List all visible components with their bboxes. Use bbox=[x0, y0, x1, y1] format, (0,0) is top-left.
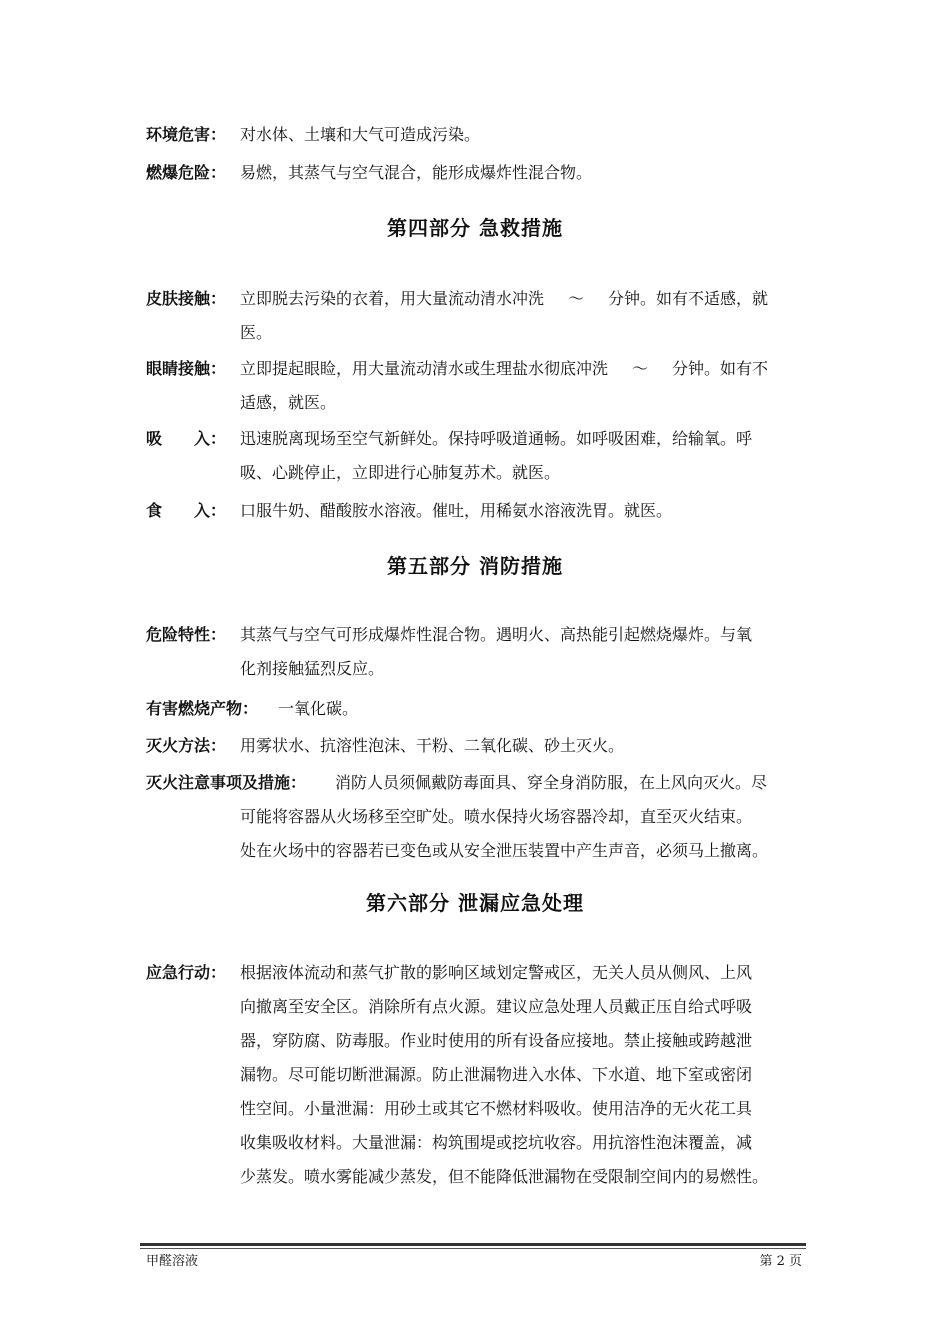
firefighting-notes-entry bbox=[146, 766, 812, 868]
footer-rule-thin bbox=[140, 1248, 806, 1249]
inhalation-line2: 吸、心跳停止，立即进行心肺复苏术。就医。 bbox=[240, 463, 561, 482]
emergency-action-line: 少蒸发。喷水雾能减少蒸发，但不能降低泄漏物在受限制空间内的易燃性。 bbox=[240, 1167, 769, 1186]
emergency-action-line: 器，穿防腐、防毒服。作业时使用的所有设备应接地。禁止接触或跨越泄 bbox=[240, 1031, 753, 1050]
footer-page-number: 第 2 页 bbox=[759, 1254, 802, 1269]
firefighting-notes-line3: 处在火场中的容器若已变色或从安全泄压装置中产生声音，必须马上撤离。 bbox=[240, 841, 769, 860]
emergency-action-line: 根据液体流动和蒸气扩散的影响区域划定警戒区，无关人员从侧风、上风 bbox=[240, 963, 753, 982]
emergency-action-entry bbox=[146, 956, 812, 1194]
part5-heading: 第五部分 消防措施 bbox=[387, 554, 563, 578]
firefighting-notes-line2: 可能将容器从火场移至空旷处。喷水保持火场容器冷却，直至灭火结束。 bbox=[240, 807, 753, 826]
eye-contact-after: 分钟。如有不 bbox=[672, 359, 769, 378]
extinguish-method-entry bbox=[146, 729, 812, 763]
fire-hazard-term: 燃爆危险： bbox=[146, 163, 227, 182]
fire-hazard-entry bbox=[146, 156, 812, 190]
extinguish-method-text: 用雾状水、抗溶性泡沫、干粉、二氧化碳、砂土灭火。 bbox=[240, 736, 625, 755]
part4-heading: 第四部分 急救措施 bbox=[387, 216, 563, 240]
skin-contact-text: 立即脱去污染的衣着，用大量流动清水冲洗 bbox=[240, 289, 545, 308]
ingestion-text: 口服牛奶、醋酸胺水溶液。催吐，用稀氨水溶液洗胃。就医。 bbox=[240, 501, 673, 520]
emergency-action-line: 漏物。尽可能切断泄漏源。防止泄漏物进入水体、下水道、地下室或密闭 bbox=[240, 1065, 753, 1084]
skin-contact-term: 皮肤接触： bbox=[146, 289, 227, 308]
inhalation-entry bbox=[146, 422, 812, 490]
combustion-products-text: 一氧化碳。 bbox=[278, 699, 359, 718]
emergency-action-line: 收集吸收材料。大量泄漏：构筑围堤或挖坑收容。用抗溶性泡沫覆盖，减 bbox=[240, 1133, 753, 1152]
emergency-action-line: 性空间。小量泄漏：用砂土或其它不燃材料吸收。使用洁净的无火花工具 bbox=[240, 1099, 753, 1118]
env-hazard-term: 环境危害： bbox=[146, 125, 227, 144]
danger-properties-text: 其蒸气与空气可形成爆炸性混合物。遇明火、高热能引起燃烧爆炸。与氧 bbox=[240, 625, 753, 644]
combustion-products-entry bbox=[146, 692, 812, 726]
emergency-action-term: 应急行动： bbox=[146, 963, 227, 982]
emergency-action-line: 向撤离至安全区。消除所有点火源。建议应急处理人员戴正压自给式呼吸 bbox=[240, 997, 753, 1016]
ingestion-entry bbox=[146, 494, 812, 528]
env-hazard-entry bbox=[146, 118, 812, 152]
danger-properties-entry bbox=[146, 618, 812, 686]
eye-contact-text: 立即提起眼睑，用大量流动清水或生理盐水彻底冲洗 bbox=[240, 359, 609, 378]
skin-contact-after: 分钟。如有不适感，就 bbox=[608, 289, 769, 308]
eye-contact-line2: 适感，就医。 bbox=[240, 393, 337, 412]
combustion-products-term: 有害燃烧产物： bbox=[146, 699, 259, 718]
inhalation-term: 吸 入： bbox=[146, 429, 227, 448]
fire-hazard-text: 易燃，其蒸气与空气混合，能形成爆炸性混合物。 bbox=[240, 163, 593, 182]
skin-contact-line2: 医。 bbox=[240, 323, 273, 342]
firefighting-notes-term: 灭火注意事项及措施： bbox=[146, 773, 307, 792]
firefighting-notes-text: 消防人员须佩戴防毒面具、穿全身消防服，在上风向灭火。尽 bbox=[335, 773, 768, 792]
footer-rule bbox=[140, 1243, 806, 1246]
danger-properties-term: 危险特性： bbox=[146, 625, 227, 644]
part6-heading: 第六部分 泄漏应急处理 bbox=[366, 891, 584, 915]
eye-contact-entry bbox=[146, 352, 812, 420]
footer-doc-name: 甲醛溶液 bbox=[146, 1254, 199, 1269]
env-hazard-text: 对水体、土壤和大气可造成污染。 bbox=[240, 125, 481, 144]
inhalation-text: 迅速脱离现场至空气新鲜处。保持呼吸道通畅。如呼吸困难，给输氧。呼 bbox=[240, 429, 753, 448]
skin-contact-entry bbox=[146, 282, 812, 350]
danger-properties-line2: 化剂接触猛烈反应。 bbox=[240, 659, 385, 678]
skin-contact-range: ～ bbox=[568, 289, 585, 308]
eye-contact-range: ～ bbox=[632, 359, 649, 378]
extinguish-method-term: 灭火方法： bbox=[146, 736, 227, 755]
eye-contact-term: 眼睛接触： bbox=[146, 359, 227, 378]
ingestion-term: 食 入： bbox=[146, 501, 227, 520]
